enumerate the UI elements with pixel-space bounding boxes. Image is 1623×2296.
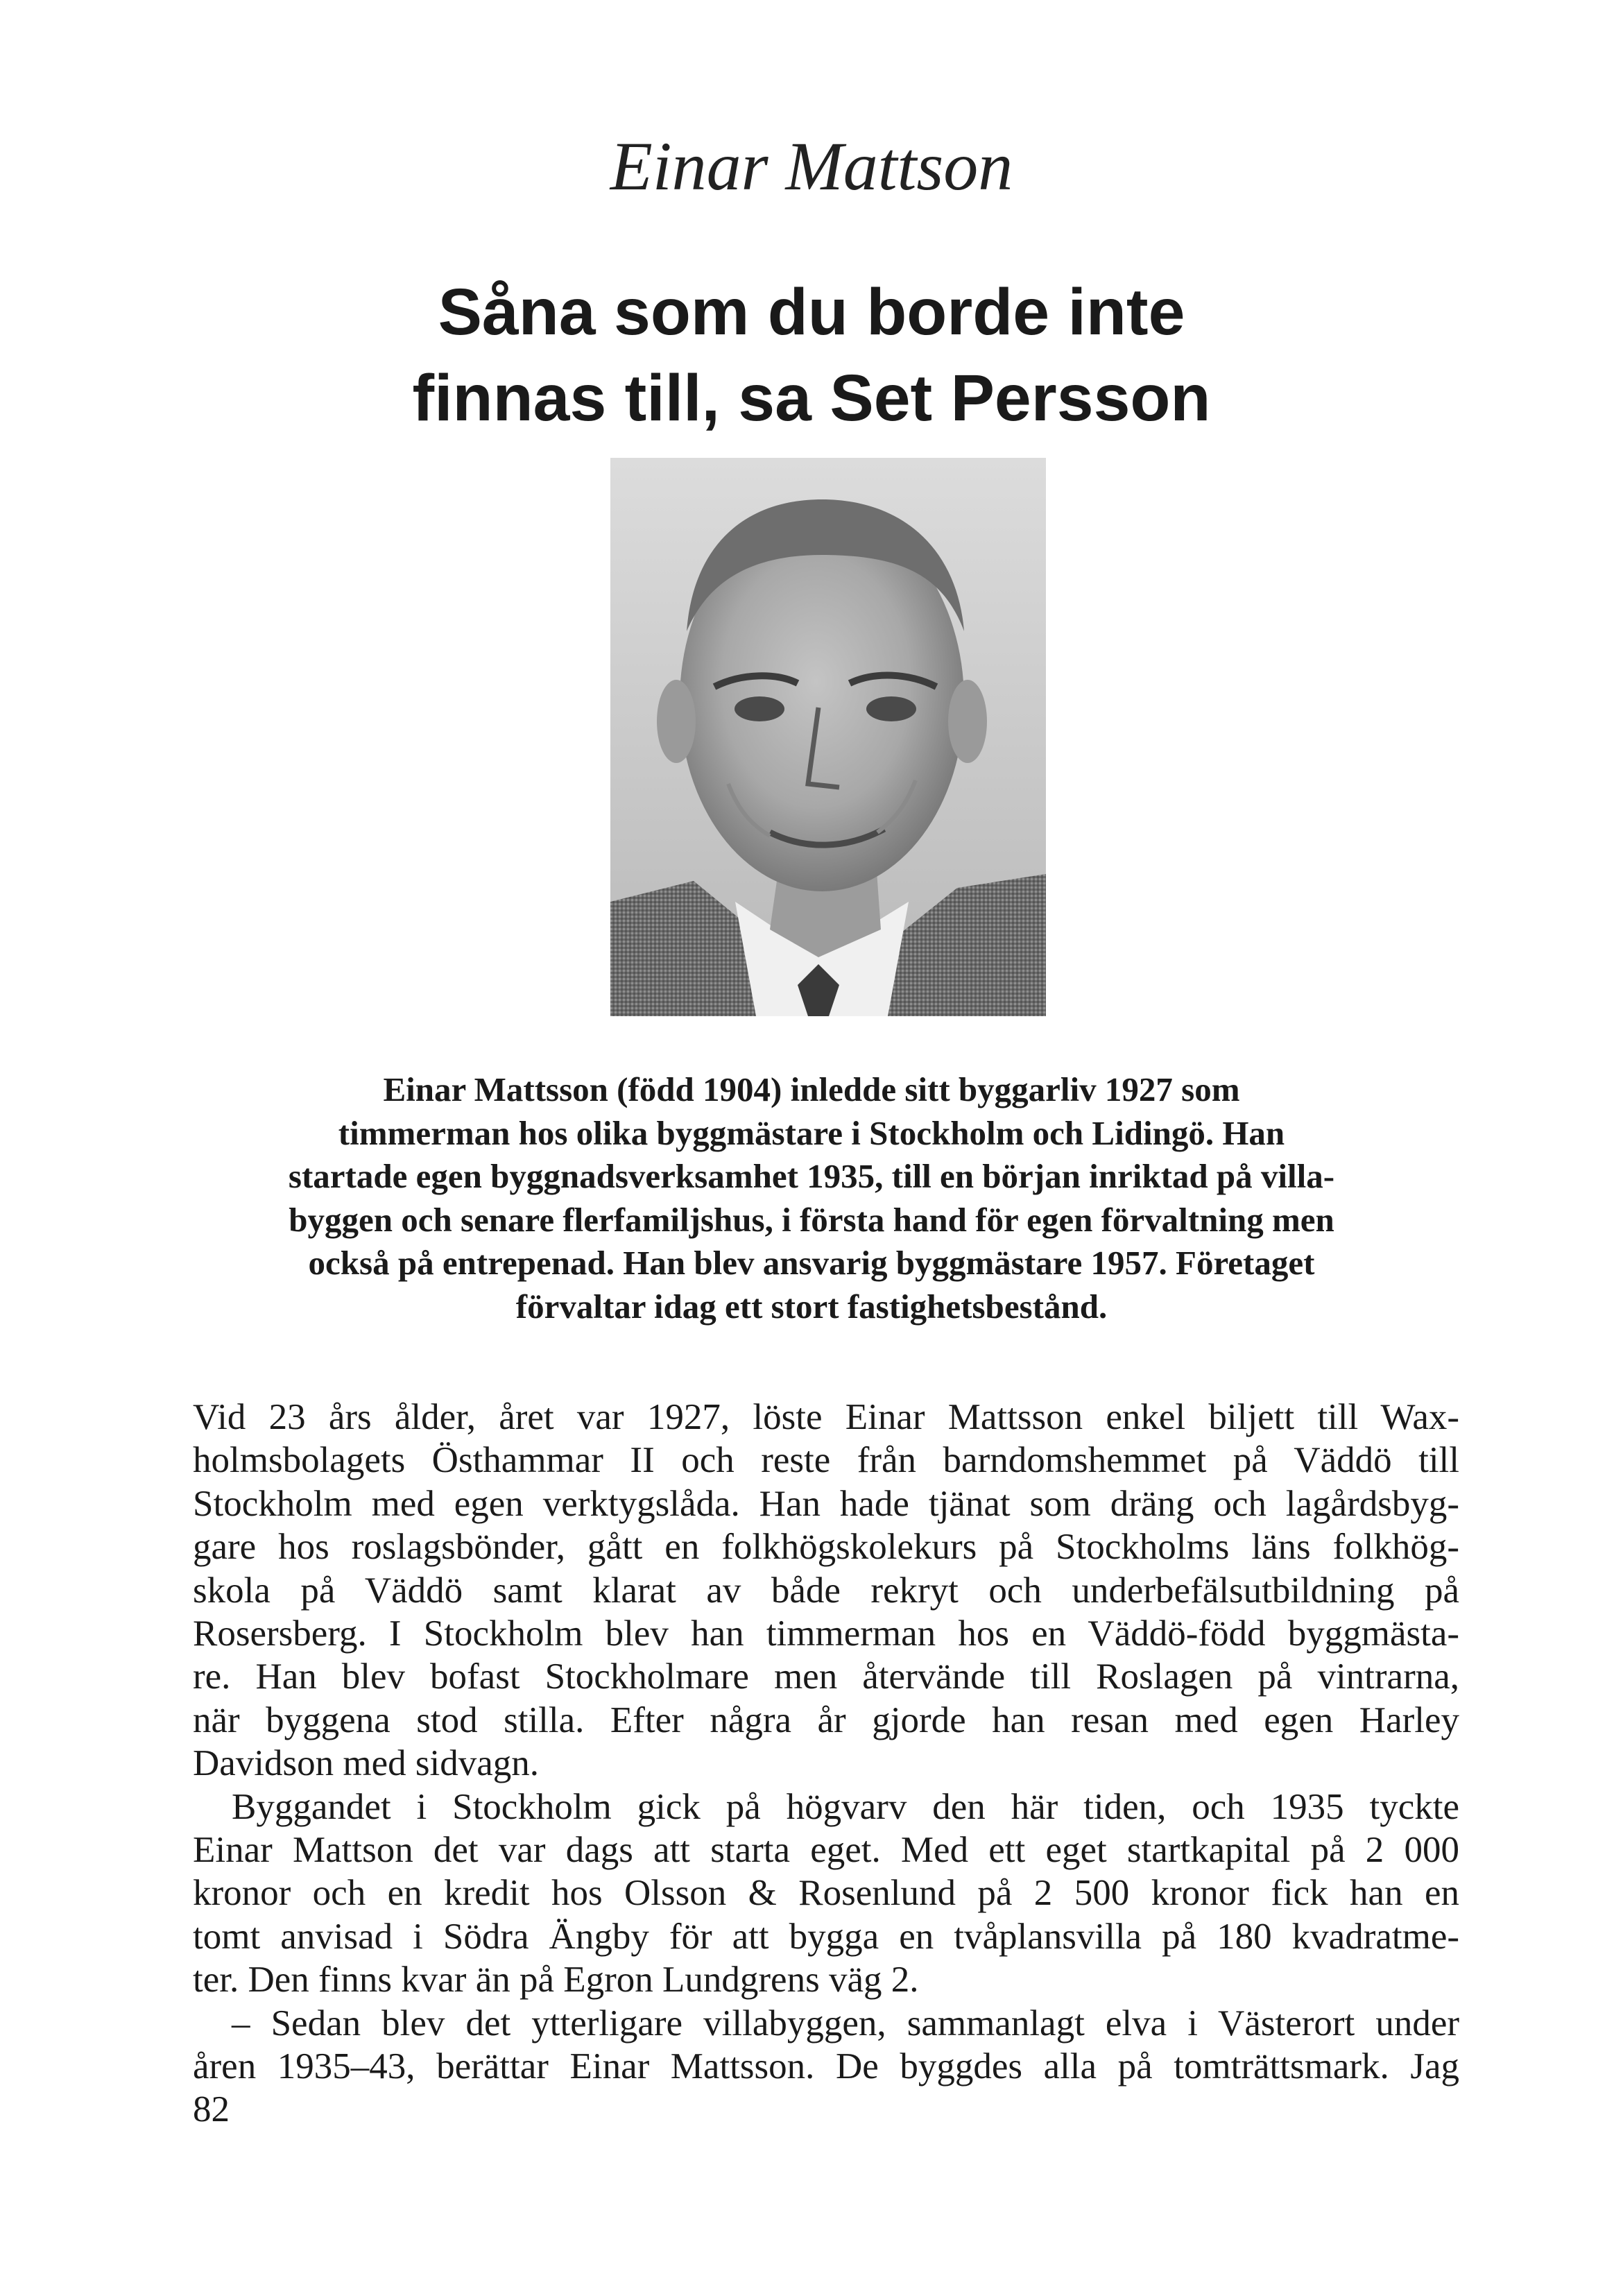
portrait-photo <box>610 458 1046 1016</box>
summary-paragraph <box>187 1068 1436 1328</box>
body-line: kronor och en kredit hos Olsson & Rosenlund på 2 500 kronor fick han en <box>193 1873 1459 1914</box>
summary-line: Einar Mattsson (född 1904) inledde sitt byggarliv 1927 som <box>383 1070 1240 1108</box>
body-line: re. Han blev bofast Stockholmare men återvände till Roslagen på vintrarna, <box>193 1656 1459 1697</box>
body-line: när byggena stod stilla. Efter några år gjorde han resan med egen Harley <box>193 1699 1459 1740</box>
body-line: holmsbolagets Östhammar II och reste från barndomshemmet på Väddö till <box>193 1440 1459 1481</box>
summary-line: förvaltar idag ett stort fastighetsbestånd. <box>515 1287 1108 1326</box>
body-line: åren 1935–43, berättar Einar Mattsson. De byggdes alla på tomträttsmark. Jag <box>193 2046 1459 2087</box>
body-line: Davidson med sidvagn. <box>193 1743 540 1784</box>
summary-line: också på entrepenad. Han blev ansvarig byggmästare 1957. Företaget <box>308 1244 1315 1282</box>
summary-line: byggen och senare flerfamiljshus, i första hand för egen förvaltning men <box>289 1200 1334 1239</box>
headline-line: Såna som du borde inte <box>438 275 1185 349</box>
headline-line: finnas till, sa Set Persson <box>412 361 1211 435</box>
article-headline <box>0 269 1623 441</box>
body-line: skola på Väddö samt klarat av både rekryt och underbefälsutbildning på <box>193 1570 1459 1611</box>
author-name: Einar Mattson <box>610 128 1013 205</box>
body-line: Rosersberg. I Stockholm blev han timmerman hos en Väddö-född byggmästa- <box>193 1613 1459 1654</box>
body-line: Vid 23 års ålder, året var 1927, löste Einar Mattsson enkel biljett till Wax- <box>193 1397 1459 1437</box>
body-line: Byggandet i Stockholm gick på högvarv den här tiden, och 1935 tyckte <box>232 1786 1459 1827</box>
body-line: tomt anvisad i Södra Ängby för att bygga en tvåplansvilla på 180 kvadratme- <box>193 1916 1459 1957</box>
summary-line: timmerman hos olika byggmästare i Stockholm och Lidingö. Han <box>338 1113 1285 1152</box>
body-line: ter. Den finns kvar än på Egron Lundgrens väg 2. <box>193 1960 919 2001</box>
summary-line: startade egen byggnadsverksamhet 1935, till en början inriktad på villa- <box>288 1157 1335 1195</box>
body-line: Stockholm med egen verktygslåda. Han hade tjänat som dräng och lagårdsbyg- <box>193 1483 1459 1524</box>
body-line: gare hos roslagsbönder, gått en folkhögskolekurs på Stockholms läns folkhög- <box>193 1527 1459 1568</box>
body-text <box>193 1396 1459 2089</box>
body-line: Einar Mattson det var dags att starta eget. Med ett eget startkapital på 2 000 <box>193 1830 1459 1871</box>
body-line: – Sedan blev det ytterligare villabyggen, sammanlagt elva i Västerort under <box>232 2003 1459 2044</box>
page-number: 82 <box>193 2089 230 2130</box>
